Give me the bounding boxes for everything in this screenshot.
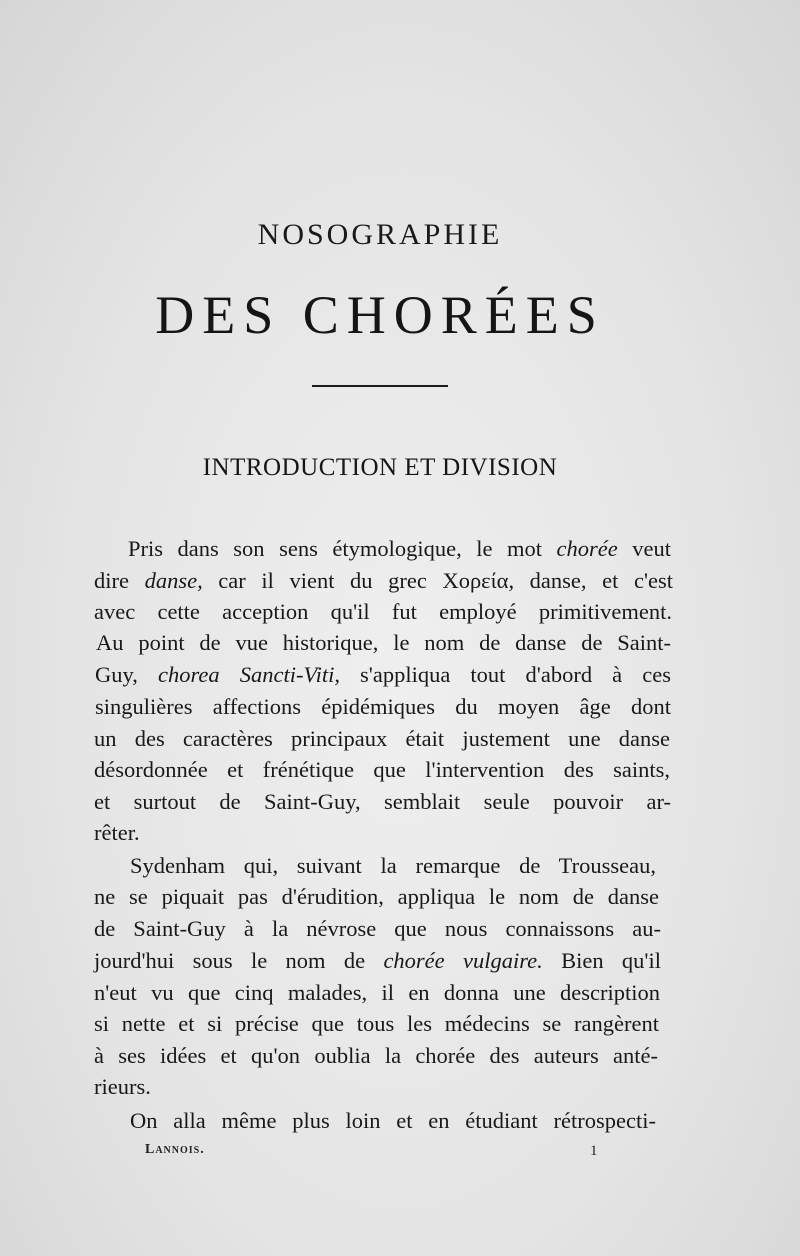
main-title-line1: NOSOGRAPHIE [257, 218, 503, 251]
text-line: de Saint-Guy à la névrose que nous connaissons au- [94, 916, 661, 941]
sheet-number: 1 [590, 1143, 598, 1159]
text-line: Guy, chorea Sancti-Viti, s'appliqua tout d'abord à ces [95, 662, 671, 687]
text-line: désordonnée et frénétique que l'intervention des saints, [94, 757, 670, 782]
text-line: rêter. [94, 820, 140, 845]
text-line: jourd'hui sous le nom de chorée vulgaire. Bien qu'il [94, 948, 661, 973]
text-line: Pris dans son sens étymologique, le mot chorée veut [128, 536, 671, 561]
main-title-line2: DES CHORÉES [155, 285, 605, 345]
text-line: si nette et si précise que tous les médecins se rangèrent [94, 1011, 659, 1036]
text-line: On alla même plus loin et en étudiant rétrospecti- [130, 1108, 656, 1133]
text-line: dire danse, car il vient du grec Χορεία, danse, et c'est [94, 568, 673, 593]
text-line: à ses idées et qu'on oublia la chorée des auteurs anté- [94, 1043, 658, 1068]
text-line: un des caractères principaux était justement une danse [94, 726, 670, 751]
text-line: n'eut vu que cinq malades, il en donna une description [94, 980, 660, 1005]
text-line: et surtout de Saint-Guy, semblait seule pouvoir ar- [94, 789, 671, 814]
title-divider [312, 385, 448, 387]
text-line: Au point de vue historique, le nom de danse de Saint- [96, 630, 671, 655]
text-line: rieurs. [94, 1074, 151, 1099]
text-line: avec cette acception qu'il fut employé primitivement. [94, 599, 672, 624]
text-line: singulières affections épidémiques du moyen âge dont [95, 694, 671, 719]
signature-mark: Lannois. [145, 1142, 205, 1157]
section-title: INTRODUCTION ET DIVISION [202, 454, 558, 481]
text-line: Sydenham qui, suivant la remarque de Trousseau, [130, 853, 656, 878]
text-line: ne se piquait pas d'érudition, appliqua le nom de danse [94, 884, 659, 909]
